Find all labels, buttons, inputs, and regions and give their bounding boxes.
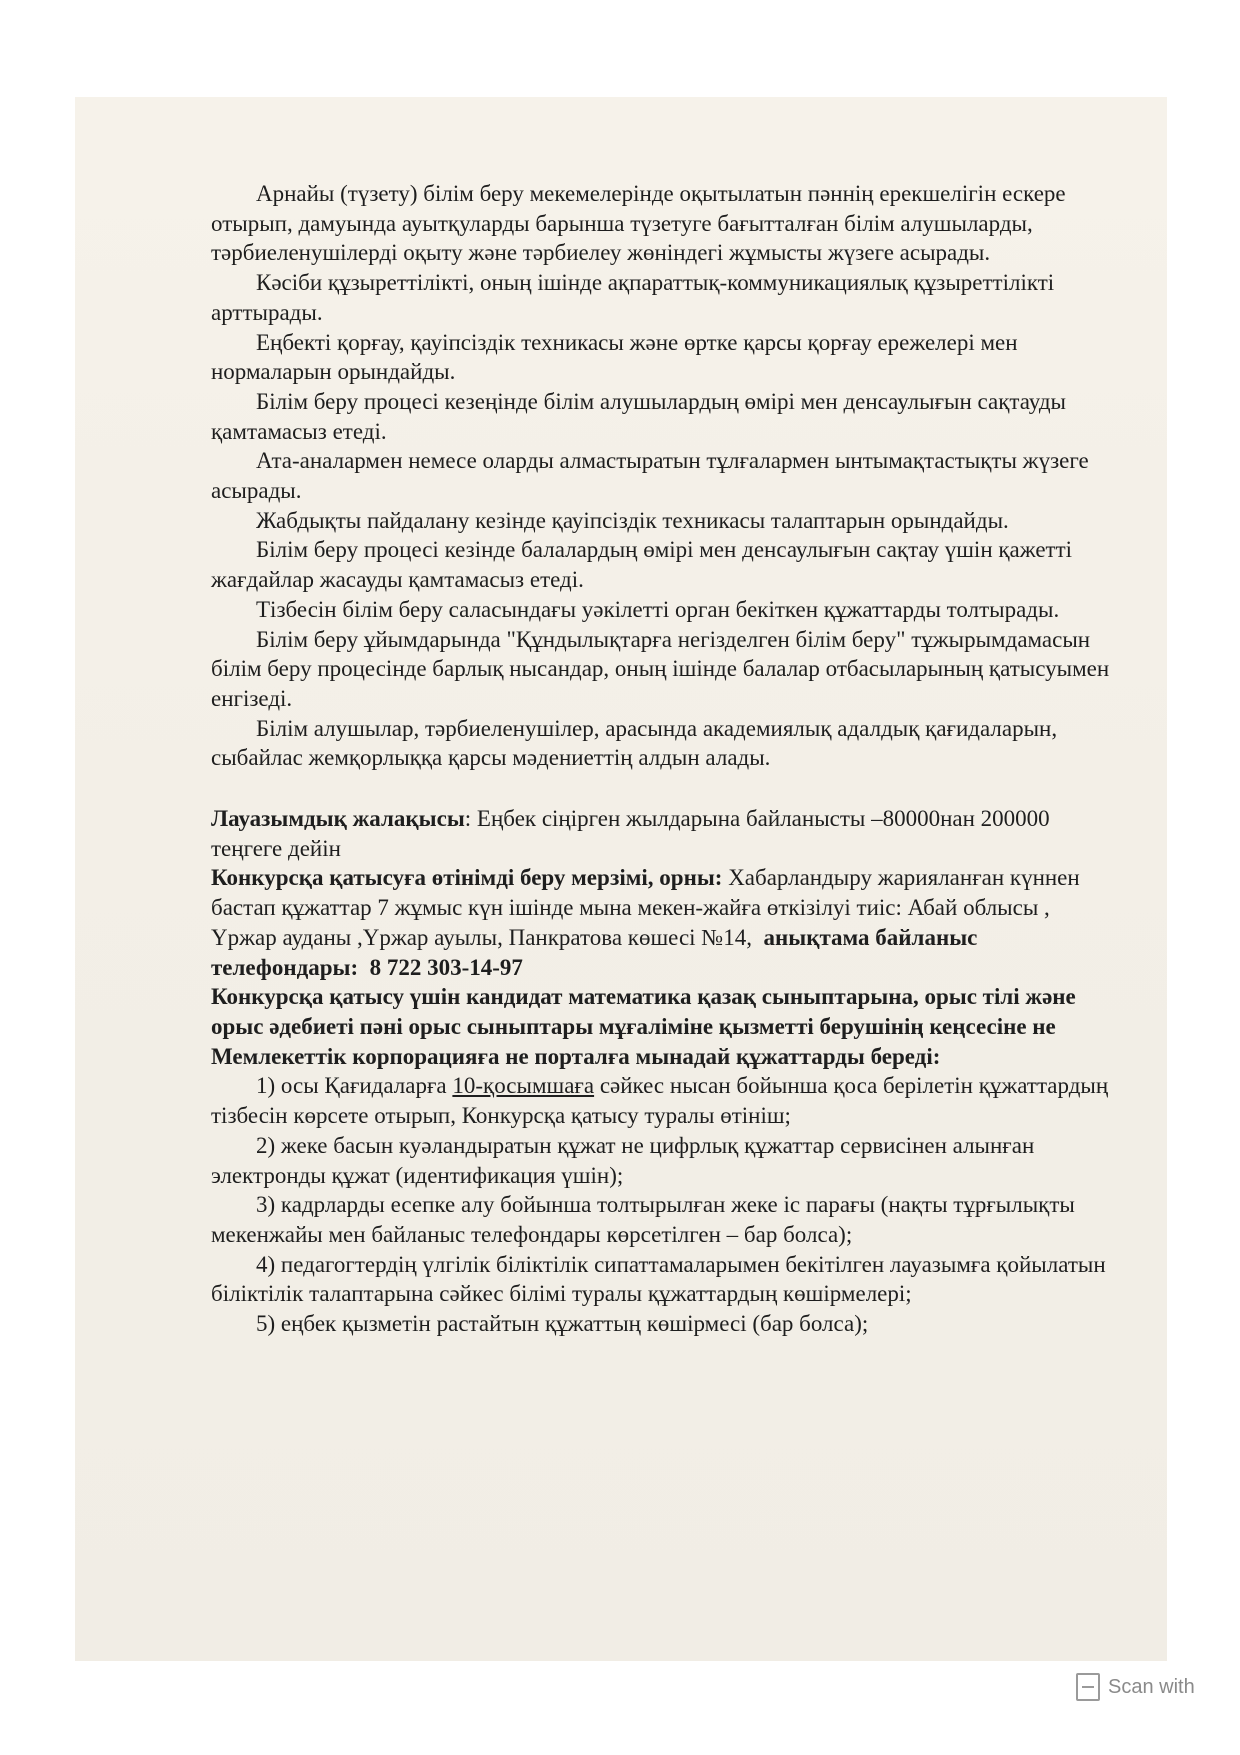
- document-item-4: 4) педагогтердің үлгілік біліктілік сипаттамаларымен бекітілген лауазымға қойылатын біліктілік талаптарына сәйкес білімі туралы құжаттардың көшірмелері;: [211, 1251, 1106, 1307]
- document-item-5: 5) еңбек қызметін растайтын құжаттың көшірмесі (бар болса);: [256, 1311, 869, 1337]
- document-body: [211, 179, 1111, 1339]
- submission-block: [211, 863, 1111, 982]
- paragraph-9: Білім беру ұйымдарында "Құндылықтарға негізделген білім беру" тұжырымдамасын білім беру процесінде барлық нысандар, оның ішінде балалар отбасыларының қатысуымен енгізеді.: [211, 626, 1110, 711]
- item-1-suffix: сәйкес нысан бойынша қоса берілетін құжаттардың тізбесін көрсете отырып, Конкурсқа қатысу туралы өтініш;: [211, 1073, 1109, 1129]
- paragraph-2: Кәсіби құзыреттілікті, оның ішінде ақпараттық-коммуникациялық құзыреттілікті арттырады.: [211, 270, 1055, 325]
- section-gap: [211, 773, 1111, 804]
- scanner-doc-icon: [1076, 1673, 1100, 1701]
- appendix-link: 10-қосымшаға: [452, 1073, 595, 1099]
- document-item-1: [211, 1071, 1111, 1130]
- submission-text: Хабарландыру жарияланған күннен бастап құжаттар 7 жұмыс күн ішінде мына мекен-жайға өткізілуі тиіс: Абай облысы , Үржар ауданы ,Үржар ауылы, Панкратова көшесі №14,: [211, 865, 1080, 950]
- documents-heading: Конкурсқа қатысу үшін кандидат математика қазақ сыныптарына, орыс тілі және орыс әдебиеті пәні орыс сыныптары мұғаліміне қызметті берушінің кеңсесіне не Мемлекеттік корпорацияға не порталға мынадай құжаттарды береді:: [211, 984, 1076, 1069]
- salary-label: Лауазымдық жалақысы: [211, 806, 465, 832]
- paragraph-5: Ата-аналармен немесе оларды алмастыратын тұлғалармен ынтымақтастықты жүзеге асырады.: [211, 448, 1089, 504]
- salary-text: : Еңбек сіңірген жылдарына байланысты –80000нан 200000 теңгеге дейін: [211, 806, 1050, 861]
- paragraph-8: Тізбесін білім беру саласындағы уәкілетті орган бекіткен құжаттарды толтырады.: [256, 596, 1060, 622]
- paragraph-7: Білім беру процесі кезінде балалардың өмірі мен денсаулығын сақтау үшін қажетті жағдайлар жасауды қамтамасыз етеді.: [211, 537, 1073, 593]
- submission-label: Конкурсқа қатысуға өтінімді беру мерзімі, орны:: [211, 865, 723, 891]
- item-1-prefix: 1) осы Қағидаларға: [256, 1073, 453, 1099]
- paragraph-1: Арнайы (түзету) білім беру мекемелерінде оқытылатын пәннің ерекшелігін ескере отырып, дамуында ауытқуларды барынша түзетуге бағытталған білім алушыларды, тәрбиеленушілерді оқыту және тәрбиелеу жөніндегі жұмысты жүзеге асырады.: [211, 181, 1066, 266]
- document-item-3: 3) кадрларды есепке алу бойынша толтырылған жеке іс парағы (нақты тұрғылықты мекенжайы мен байланыс телефондары көрсетілген – бар болса);: [211, 1192, 1075, 1247]
- watermark-text: Scan with: [1108, 1675, 1195, 1698]
- paragraph-6: Жабдықты пайдалану кезінде қауіпсіздік техникасы талаптарын орындайды.: [256, 507, 1009, 533]
- phone-label: анықтама байланыс телефондары:: [211, 924, 978, 980]
- paragraph-4: Білім беру процесі кезеңінде білім алушылардың өмірі мен денсаулығын сақтауды қамтамасыз етеді.: [211, 388, 1067, 444]
- paragraph-10: Білім алушылар, тәрбиеленушілер, арасында академиялық адалдық қағидаларын, сыбайлас жемқорлыққа қарсы мәдениеттің алдын алады.: [211, 715, 1058, 771]
- scan-watermark: [1076, 1673, 1195, 1701]
- scanned-page: [75, 97, 1167, 1661]
- paragraph-3: Еңбекті қорғау, қауіпсіздік техникасы және өртке қарсы қорғау ережелері мен нормаларын орындайды.: [211, 329, 1018, 385]
- phone-number: 8 722 303-14-97: [369, 954, 523, 980]
- salary-line: [211, 804, 1111, 863]
- document-item-2: 2) жеке басын куәландыратын құжат не цифрлық құжаттар сервисінен алынған электронды құжат (идентификация үшін);: [211, 1132, 1035, 1188]
